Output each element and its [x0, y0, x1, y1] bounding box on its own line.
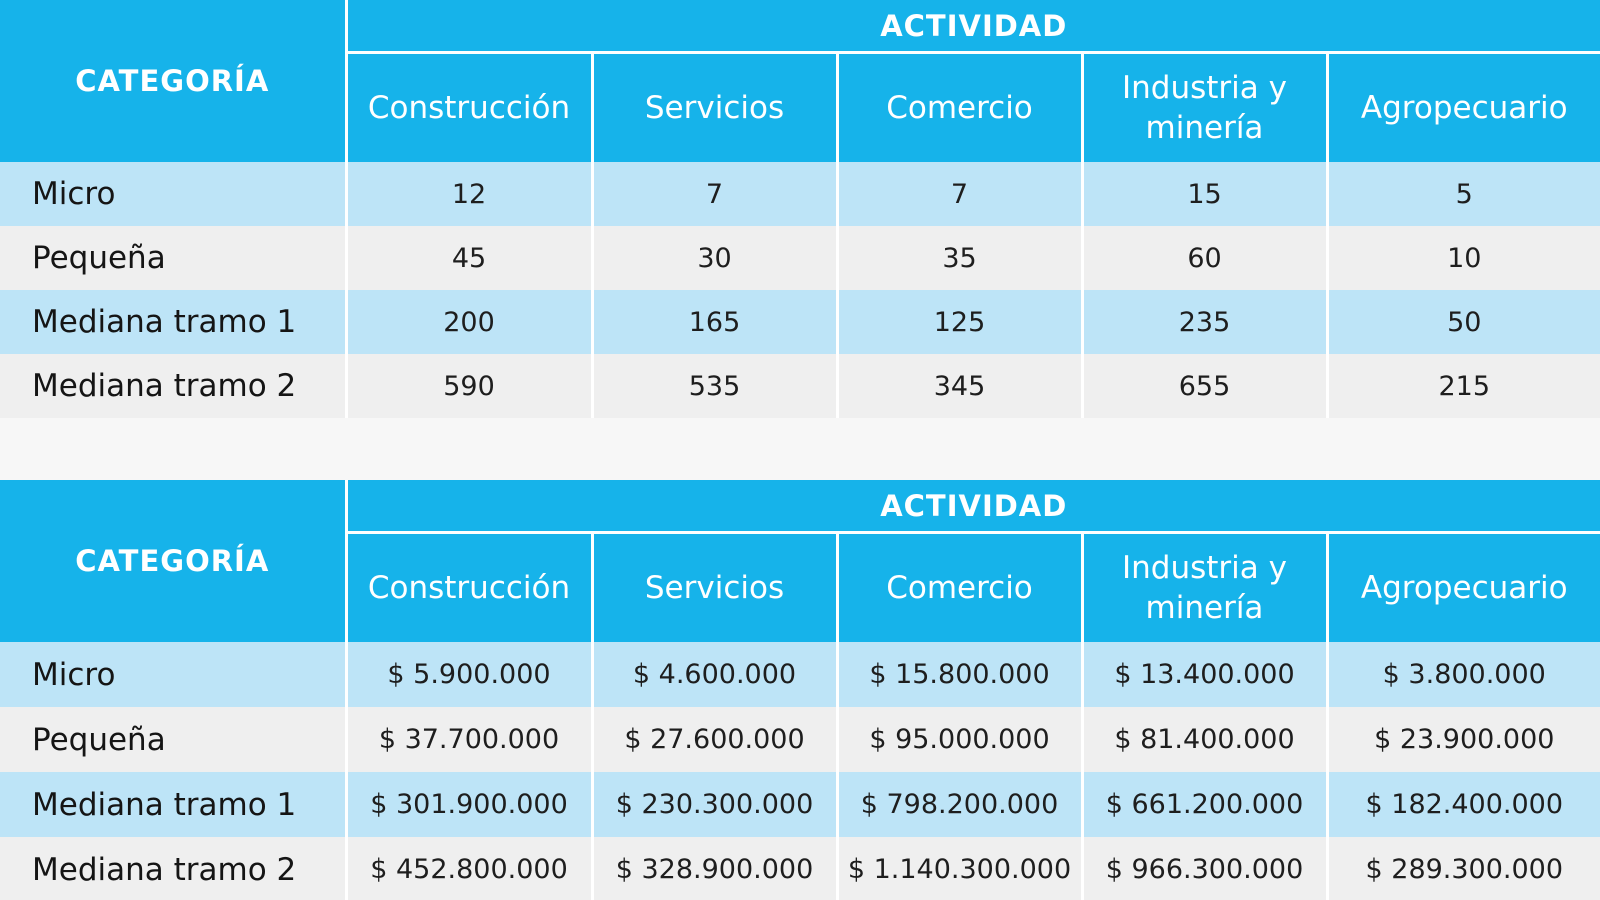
employees-table [0, 0, 1600, 418]
table-cell: $ 1.140.300.000 [837, 837, 1082, 900]
row-label: Mediana tramo 1 [0, 290, 346, 354]
table-cell: $ 37.700.000 [346, 707, 592, 772]
sector-header-servicios: Servicios [592, 53, 837, 163]
table-cell: 655 [1082, 354, 1327, 418]
table-cell: 12 [346, 162, 592, 226]
sector-header-agropecuario: Agropecuario [1327, 53, 1600, 163]
table-cell: 7 [592, 162, 837, 226]
sector-header-construccion: Construcción [346, 53, 592, 163]
table-row [0, 354, 1600, 418]
table-cell: $ 13.400.000 [1082, 642, 1327, 707]
table-row [0, 226, 1600, 290]
row-label: Mediana tramo 2 [0, 354, 346, 418]
table-cell: 15 [1082, 162, 1327, 226]
table-cell: $ 182.400.000 [1327, 772, 1600, 837]
category-header: CATEGORÍA [0, 480, 346, 642]
table-cell: $ 230.300.000 [592, 772, 837, 837]
table-cell: 30 [592, 226, 837, 290]
table-cell: 215 [1327, 354, 1600, 418]
table-row [0, 162, 1600, 226]
table-cell: $ 81.400.000 [1082, 707, 1327, 772]
table-cell: 535 [592, 354, 837, 418]
row-label: Micro [0, 162, 346, 226]
table-row [0, 290, 1600, 354]
table-cell: 5 [1327, 162, 1600, 226]
table-cell: 200 [346, 290, 592, 354]
table-row [0, 642, 1600, 707]
row-label: Pequeña [0, 226, 346, 290]
table-cell: $ 5.900.000 [346, 642, 592, 707]
row-label: Mediana tramo 2 [0, 837, 346, 900]
sector-header-industria: Industria y minería [1082, 53, 1327, 163]
table-cell: 35 [837, 226, 1082, 290]
employees-table-header [0, 0, 1600, 162]
table-cell: 10 [1327, 226, 1600, 290]
sector-header-construccion: Construcción [346, 533, 592, 643]
table-cell: $ 328.900.000 [592, 837, 837, 900]
table-cell: 60 [1082, 226, 1327, 290]
table-cell: $ 661.200.000 [1082, 772, 1327, 837]
sales-table-header [0, 480, 1600, 642]
table-cell: 345 [837, 354, 1082, 418]
sector-header-comercio: Comercio [837, 53, 1082, 163]
sector-header-servicios: Servicios [592, 533, 837, 643]
table-cell: $ 95.000.000 [837, 707, 1082, 772]
table-cell: $ 301.900.000 [346, 772, 592, 837]
table-cell: 50 [1327, 290, 1600, 354]
table-cell: $ 4.600.000 [592, 642, 837, 707]
row-label: Pequeña [0, 707, 346, 772]
table-cell: $ 15.800.000 [837, 642, 1082, 707]
row-label: Micro [0, 642, 346, 707]
table-cell: $ 966.300.000 [1082, 837, 1327, 900]
table-cell: 125 [837, 290, 1082, 354]
sales-table [0, 480, 1600, 900]
table-row [0, 772, 1600, 837]
sector-header-comercio: Comercio [837, 533, 1082, 643]
category-header: CATEGORÍA [0, 0, 346, 162]
table-cell: 45 [346, 226, 592, 290]
row-label: Mediana tramo 1 [0, 772, 346, 837]
table-cell: $ 3.800.000 [1327, 642, 1600, 707]
table-cell: $ 23.900.000 [1327, 707, 1600, 772]
table-cell: 235 [1082, 290, 1327, 354]
table-cell: 165 [592, 290, 837, 354]
activity-header: ACTIVIDAD [346, 480, 1600, 533]
activity-header: ACTIVIDAD [346, 0, 1600, 53]
table-cell: 590 [346, 354, 592, 418]
table-cell: 7 [837, 162, 1082, 226]
sector-header-agropecuario: Agropecuario [1327, 533, 1600, 643]
table-cell: $ 452.800.000 [346, 837, 592, 900]
table-row [0, 707, 1600, 772]
table-cell: $ 27.600.000 [592, 707, 837, 772]
table-cell: $ 289.300.000 [1327, 837, 1600, 900]
table-row [0, 837, 1600, 900]
table-cell: $ 798.200.000 [837, 772, 1082, 837]
sector-header-industria: Industria y minería [1082, 533, 1327, 643]
